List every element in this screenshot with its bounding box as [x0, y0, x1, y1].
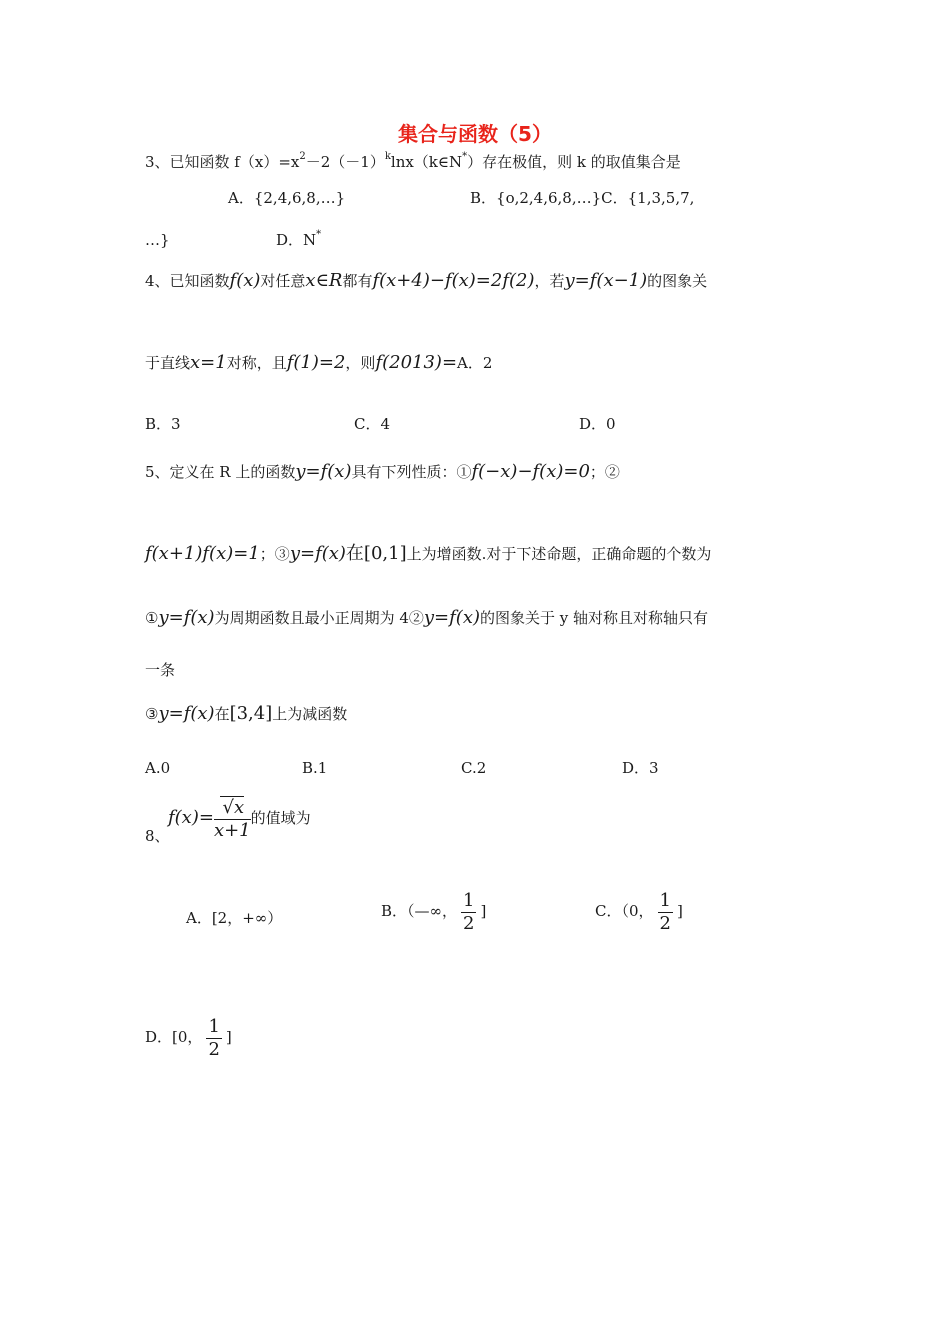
q5-option-c: C.2 — [461, 759, 487, 777]
q4-stem-line1: 4、已知函数f(x)对任意x∈R都有f(x+4)−f(x)=2f(2)，若y=f(x−1)的图象关 — [145, 270, 708, 291]
q8-option-a: A．[2，+∞） — [186, 909, 283, 927]
q8-option-d-half: $\frac{1}{2}$ — [208, 1015, 220, 1060]
q5-option-b: B.1 — [302, 759, 328, 777]
q4-option-b: B．3 — [145, 415, 181, 433]
q5-option-a: A.0 — [145, 759, 171, 777]
q8-option-c-half: $\frac{1}{2}$ — [659, 889, 671, 934]
q5-statement-3: ③y=f(x)在[3,4]上为减函数 — [145, 703, 348, 724]
q3-option-a: A．{2,4,6,8,…} — [228, 189, 346, 207]
q8-fraction: $\frac{√x}{x+1}$ — [213, 796, 251, 841]
q4-option-d: D．0 — [579, 415, 616, 433]
q8-function: f(x)= $\frac{√x}{x+1}$ 的值域为 — [168, 796, 311, 841]
q3-option-b-c: B．{o,2,4,6,8,…}C．{1,3,5,7, — [470, 189, 695, 207]
q8-number: 8、 — [145, 827, 170, 845]
q8-option-d: D．[0， $\frac{1}{2}$ ] — [145, 1015, 232, 1060]
q5-statement-2-cont: 一条 — [145, 661, 176, 679]
q8-option-c: C．（0， $\frac{1}{2}$ ] — [595, 889, 683, 934]
q3-option-d: D．N* — [276, 229, 322, 249]
q5-stem-line1: 5、定义在 R 上的函数y=f(x)具有下列性质：①f(−x)−f(x)=0；② — [145, 461, 620, 482]
q5-option-d: D．3 — [622, 759, 659, 777]
q3-option-c-continued: …} — [145, 231, 170, 249]
q5-statement-1-2: ①y=f(x)为周期函数且最小正周期为 4②y=f(x)的图象关于 y 轴对称且对称轴只有 — [145, 607, 709, 628]
q5-stem-line2: f(x+1)f(x)=1；③y=f(x)在[0,1]上为增函数.对于下述命题，正确命题的个数为 — [145, 543, 712, 564]
page-title: 集合与函数（5） — [398, 122, 552, 146]
q8-option-b: B．（—∞， $\frac{1}{2}$ ] — [381, 889, 487, 934]
q4-option-c: C．4 — [354, 415, 391, 433]
q4-stem-line2: 于直线x=1对称，且f(1)=2，则f(2013)=A．2 — [145, 352, 493, 373]
q8-option-b-half: $\frac{1}{2}$ — [463, 889, 475, 934]
q3-stem: 3、已知函数 $f(x)=x^2-2(-1)^k\ln x(k\in N^*)$存在极值，则 k 的取值集合是 — [145, 151, 681, 171]
